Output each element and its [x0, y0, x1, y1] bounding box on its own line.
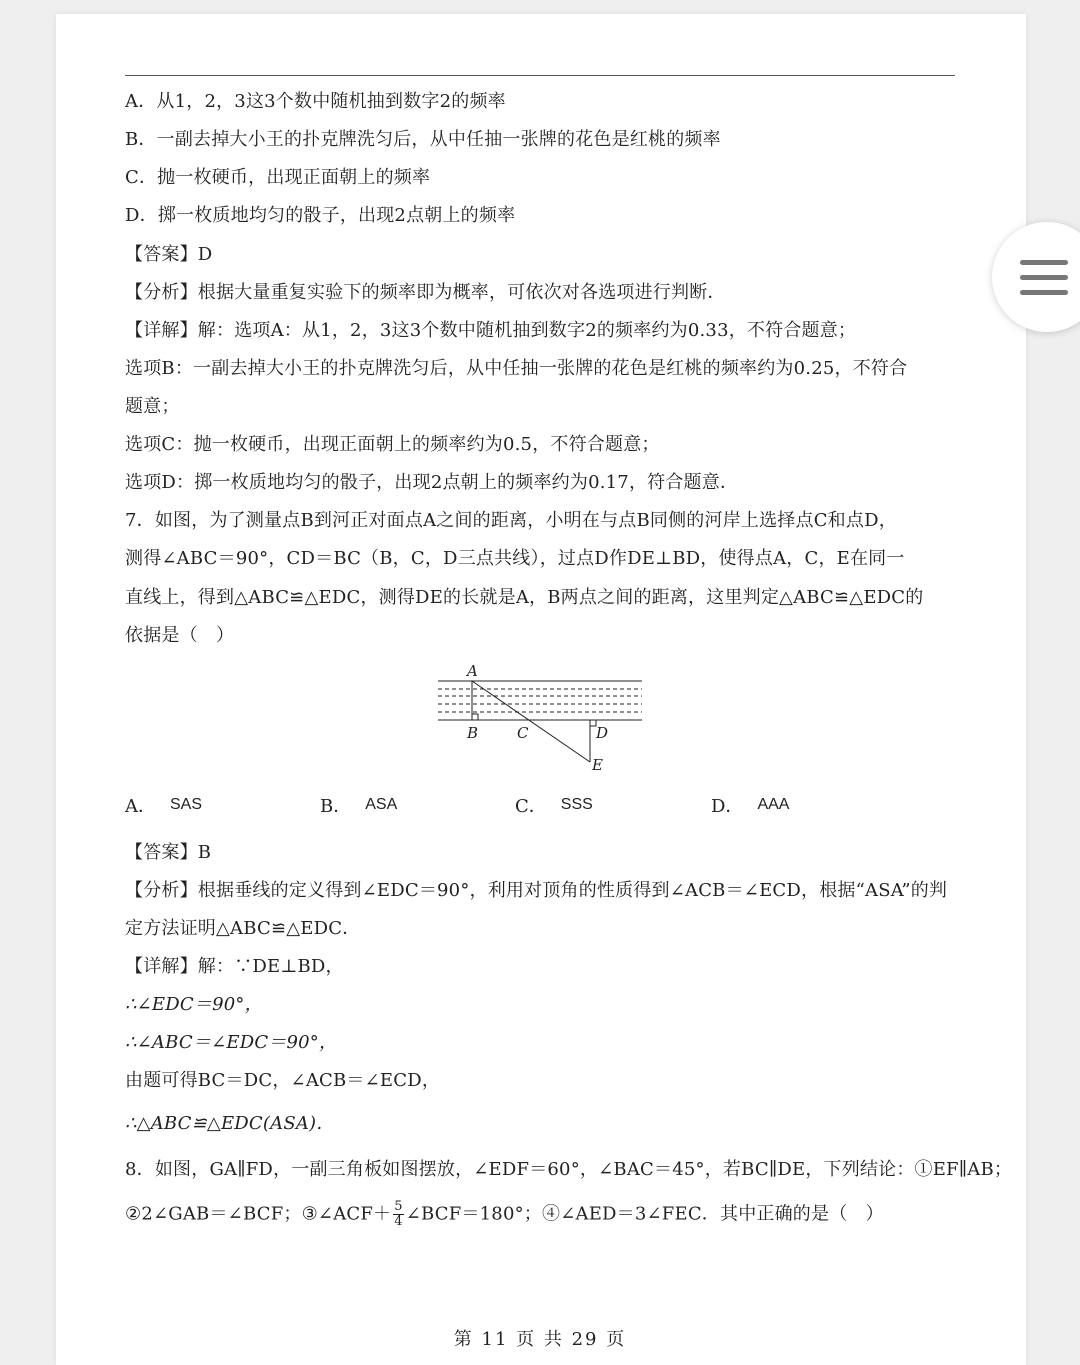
detail-line: 【详解】解：∵DE⊥BD， — [125, 956, 344, 977]
analysis-line: 【分析】根据大量重复实验下的频率即为概率，可依次对各选项进行判断． — [125, 282, 726, 303]
hamburger-menu-icon — [1020, 260, 1068, 265]
proof-line: 由题可得BC＝DC，∠ACB＝∠ECD， — [125, 1070, 441, 1091]
question-line: ②2∠GAB＝∠BCF；③∠ACF＋ $\frac{5}{4}$ ∠BCF＝180°；④∠AED＝3∠FEC．其中正确的是（ ） — [125, 1199, 884, 1229]
text-line: 选项C：抛一枚硬币，出现正面朝上的频率约为0.5，不符合题意； — [125, 434, 660, 455]
answer-line: 【答案】B — [125, 842, 212, 863]
option-a: A． SAS — [125, 796, 203, 817]
analysis-line: 【分析】根据垂线的定义得到∠EDC＝90°，利用对顶角的性质得到∠ACB＝∠ECD，根据“ASA”的判 — [125, 880, 948, 901]
text-line: 选项B：一副去掉大小王的扑克牌洗匀后，从中任抽一张牌的花色是红桃的频率约为0.25，不符合 — [125, 358, 908, 379]
label-C: C — [517, 724, 529, 742]
proof-line: ∴∠ABC＝∠EDC＝90°， — [125, 1032, 338, 1053]
detail-line: 【详解】解：选项A：从1，2，3这3个数中随机抽到数字2的频率约为0.33，不符合题意； — [125, 320, 857, 341]
label-B: B — [467, 724, 479, 742]
option-b: B． ASA — [320, 796, 398, 817]
question-line: 直线上，得到△ABC≌△EDC，测得DE的长就是A，B两点之间的距离，这里判定△ABC≌△EDC的 — [125, 587, 924, 608]
option-c: C． SSS — [515, 796, 593, 817]
hamburger-menu-icon-bar — [1020, 290, 1068, 295]
river-geometry-figure — [430, 660, 650, 775]
question-line: 7．如图，为了测量点B到河正对面点A之间的距离，小明在与点B同侧的河岸上选择点C和点D， — [125, 510, 897, 531]
text-line: D．掷一枚质地均匀的骰子，出现2点朝上的频率 — [125, 205, 516, 226]
page-footer: 第 11 页 共 29 页 — [453, 1329, 627, 1350]
hamburger-menu-icon-bar — [1020, 275, 1068, 280]
header-rule — [125, 75, 955, 76]
text-line: B．一副去掉大小王的扑克牌洗匀后，从中任抽一张牌的花色是红桃的频率 — [125, 129, 721, 150]
label-A: A — [467, 662, 478, 680]
answer-line: 【答案】D — [125, 244, 213, 265]
label-E: E — [592, 756, 603, 774]
fraction-five-quarters: $\frac{5}{4}$ — [394, 1199, 403, 1229]
proof-line: ∴△ABC≌△EDC(ASA)． — [125, 1113, 335, 1134]
label-D: D — [596, 724, 609, 742]
option-d: D． AAA — [711, 796, 790, 817]
text-line: A．从1，2，3这3个数中随机抽到数字2的频率 — [125, 91, 506, 112]
text-line: C．抛一枚硬币，出现正面朝上的频率 — [125, 167, 431, 188]
text-line: 题意； — [125, 396, 180, 417]
proof-line: ∴∠EDC＝90°， — [125, 994, 263, 1015]
question-line: 依据是（ ） — [125, 625, 235, 646]
text-line: 定方法证明△ABC≌△EDC． — [125, 918, 361, 939]
text-line: 选项D：掷一枚质地均匀的骰子，出现2点朝上的频率约为0.17，符合题意． — [125, 472, 739, 493]
question-line: 8．如图，GA∥FD，一副三角板如图摆放，∠EDF＝60°，∠BAC＝45°，若BC∥DE，下列结论：①EF∥AB； — [125, 1159, 1013, 1180]
question-line: 测得∠ABC＝90°，CD＝BC（B，C，D三点共线），过点D作DE⊥BD，使得点A，C，E在同一 — [125, 548, 905, 569]
